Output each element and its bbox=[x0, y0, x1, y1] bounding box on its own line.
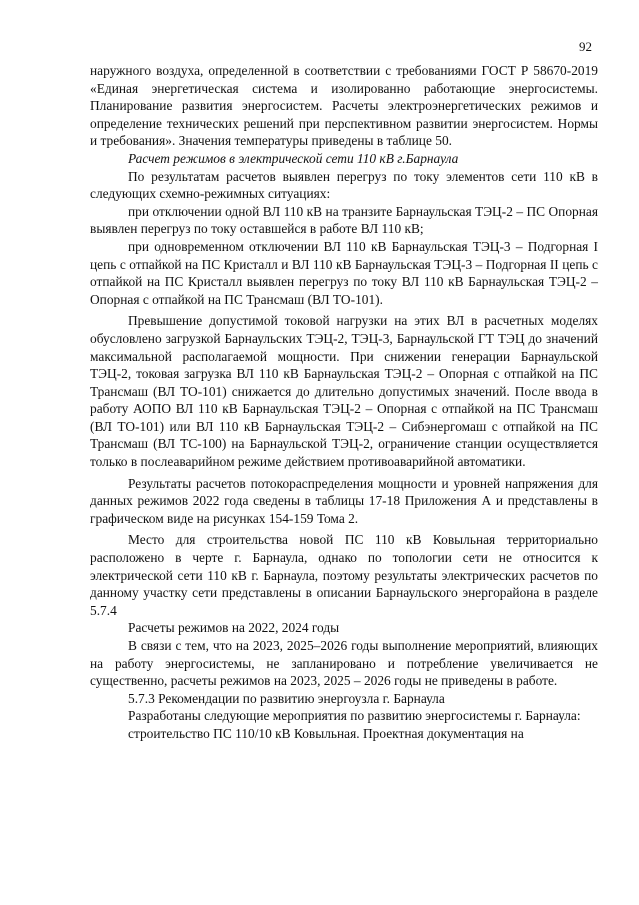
paragraph-case-2: при одновременном отключении ВЛ 110 кВ Барнаульская ТЭЦ-3 – Подгорная I цепь с отпайкой на ПС Кристалл и ВЛ 110 кВ Барнаульская ТЭЦ-3 – Подгорная II цепь с отпайкой на ПС Кристалл выявлен перегруз по току ВЛ 110 кВ Барнаульская ТЭЦ-2 – Опорная с отпайкой на ПС Трансмаш (ВЛ ТО-101). bbox=[90, 238, 598, 307]
paragraph-overload-intro: По результатам расчетов выявлен перегруз по току элементов сети 110 кВ в следующих схемно-режимных ситуациях: bbox=[90, 168, 598, 202]
paragraph-years-heading: Расчеты режимов на 2022, 2024 годы bbox=[128, 620, 340, 636]
paragraph-overload-explanation: Превышение допустимой токовой нагрузки на этих ВЛ в расчетных моделях обусловлено загрузкой Барнаульских ТЭЦ-2, ТЭЦ-3, Барнаульской ГТ ТЭЦ до значений максимальной располагаемой мощности. При снижении генерации Барнаульской ТЭЦ-2, токовая загрузка ВЛ 110 кВ Барнаульская ТЭЦ-2 – Опорная с отпайкой на ПС Трансмаш (ВЛ ТО-101) снижается до длительно допустимых значений. После ввода в работу АОПО ВЛ 110 кВ Барнаульская ТЭЦ-2 – Опорная с отпайкой на ПС Трансмаш (ВЛ ТО-101) или ВЛ 110 кВ Барнаульская ТЭЦ-2 – Сибэнергомаш с отпайкой на ПС Трансмаш (ВЛ ТС-100) на Барнаульской ТЭЦ-2, ограничение станции осуществляется только в послеаварийном режиме действием противоаварийной автоматики. bbox=[90, 313, 598, 470]
paragraph-results: Результаты расчетов потокораспределения мощности и уровней напряжения для данных режимов 2022 года сведены в таблицы 17-18 Приложения А и представлены в графическом виде на рисунках 154-159 Тома 2. bbox=[90, 475, 598, 526]
page-body bbox=[90, 62, 598, 743]
section-heading: 5.7.3 Рекомендации по развитию энергоузла г. Барнаула bbox=[128, 690, 445, 706]
section-subheading-italic: Расчет режимов в электрической сети 110 кВ г.Барнаула bbox=[128, 150, 459, 166]
paragraph-kovylnaya-location: Место для строительства новой ПС 110 кВ Ковыльная территориально расположено в черте г. Барнаула, однако по топологии сети не относится к электрической сети 110 кВ г. Барнаула, поэтому результаты электрических расчетов по данному участку сети представлены в описании Барнаульского энергорайона в разделе 5.7.4 bbox=[90, 532, 598, 618]
paragraph-continuation: наружного воздуха, определенной в соответствии с требованиями ГОСТ Р 58670-2019 «Единая энергетическая система и изолированно работающие энергосистемы. Планирование развития энергосистем. Расчеты электроэнергетических режимов и определение технических решений при перспективном развитии энергосистем. Нормы и требования». Значения температуры приведены в таблице 50. bbox=[90, 63, 598, 149]
paragraph-case-1: при отключении одной ВЛ 110 кВ на транзите Барнаульская ТЭЦ-2 – ПС Опорная выявлен перегруз по току оставшейся в работе ВЛ 110 кВ; bbox=[90, 203, 598, 237]
paragraph-measure-1: строительство ПС 110/10 кВ Ковыльная. Проектная документация на bbox=[128, 725, 524, 741]
paragraph-measures-intro: Разработаны следующие мероприятия по развитию энергосистемы г. Барнаула: bbox=[128, 708, 581, 724]
paragraph-years-note: В связи с тем, что на 2023, 2025–2026 годы выполнение мероприятий, влияющих на работу энергосистемы, не запланировано и потребление увеличивается не существенно, расчеты режимов на 2023, 2025 – 2026 годы не приведены в работе. bbox=[90, 638, 598, 689]
page-number: 92 bbox=[579, 39, 592, 54]
